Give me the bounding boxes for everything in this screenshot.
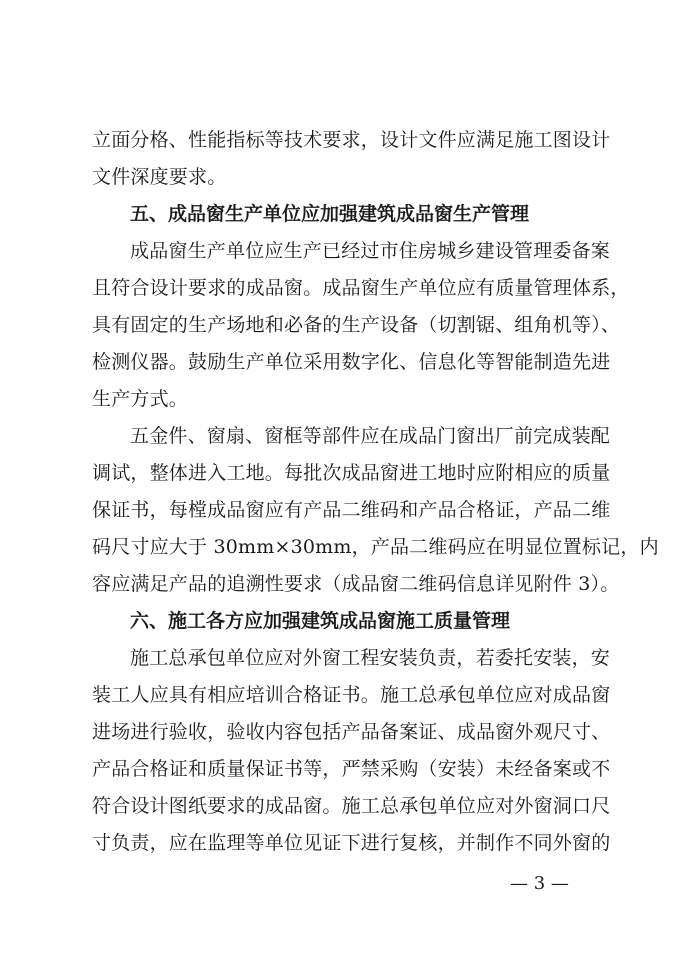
paragraph-line: 具有固定的生产场地和必备的生产设备（切割锯、组角机等）、 <box>92 314 621 336</box>
page-number: — 3 — <box>510 873 569 894</box>
paragraph-line: 立面分格、性能指标等技术要求，设计文件应满足施工图设计 <box>92 129 611 151</box>
paragraph-line: 产品合格证和质量保证书等，严禁采购（安装）未经备案或不 <box>92 758 611 780</box>
paragraph-line: 五金件、窗扇、窗框等部件应在成品门窗出厂前完成装配 <box>130 425 611 447</box>
paragraph-line: 装工人应具有相应培训合格证书。施工总承包单位应对成品窗 <box>92 684 611 706</box>
paragraph-line: 生产方式。 <box>92 388 189 410</box>
paragraph-line: 检测仪器。鼓励生产单位采用数字化、信息化等智能制造先进 <box>92 351 611 373</box>
section-heading-6: 六、施工各方应加强建筑成品窗施工质量管理 <box>130 610 511 632</box>
paragraph-line: 码尺寸应大于 30mm×30mm，产品二维码应在明显位置标记，内 <box>92 536 659 558</box>
section-heading-5: 五、成品窗生产单位应加强建筑成品窗生产管理 <box>130 203 530 225</box>
paragraph-line: 保证书，每樘成品窗应有产品二维码和产品合格证，产品二维 <box>92 499 611 521</box>
paragraph-line: 且符合设计要求的成品窗。成品窗生产单位应有质量管理体系， <box>92 277 630 299</box>
paragraph-line: 寸负责，应在监理等单位见证下进行复核，并制作不同外窗的 <box>92 832 611 854</box>
paragraph-line: 文件深度要求。 <box>92 166 227 188</box>
paragraph-line: 容应满足产品的追溯性要求（成品窗二维码信息详见附件 3）。 <box>92 573 620 595</box>
paragraph-line: 施工总承包单位应对外窗工程安装负责，若委托安装，安 <box>130 647 611 669</box>
paragraph-line: 成品窗生产单位应生产已经过市住房城乡建设管理委备案 <box>130 240 611 262</box>
paragraph-line: 进场进行验收，验收内容包括产品备案证、成品窗外观尺寸、 <box>92 721 611 743</box>
paragraph-line: 符合设计图纸要求的成品窗。施工总承包单位应对外窗洞口尺 <box>92 795 611 817</box>
paragraph-line: 调试，整体进入工地。每批次成品窗进工地时应附相应的质量 <box>92 462 611 484</box>
